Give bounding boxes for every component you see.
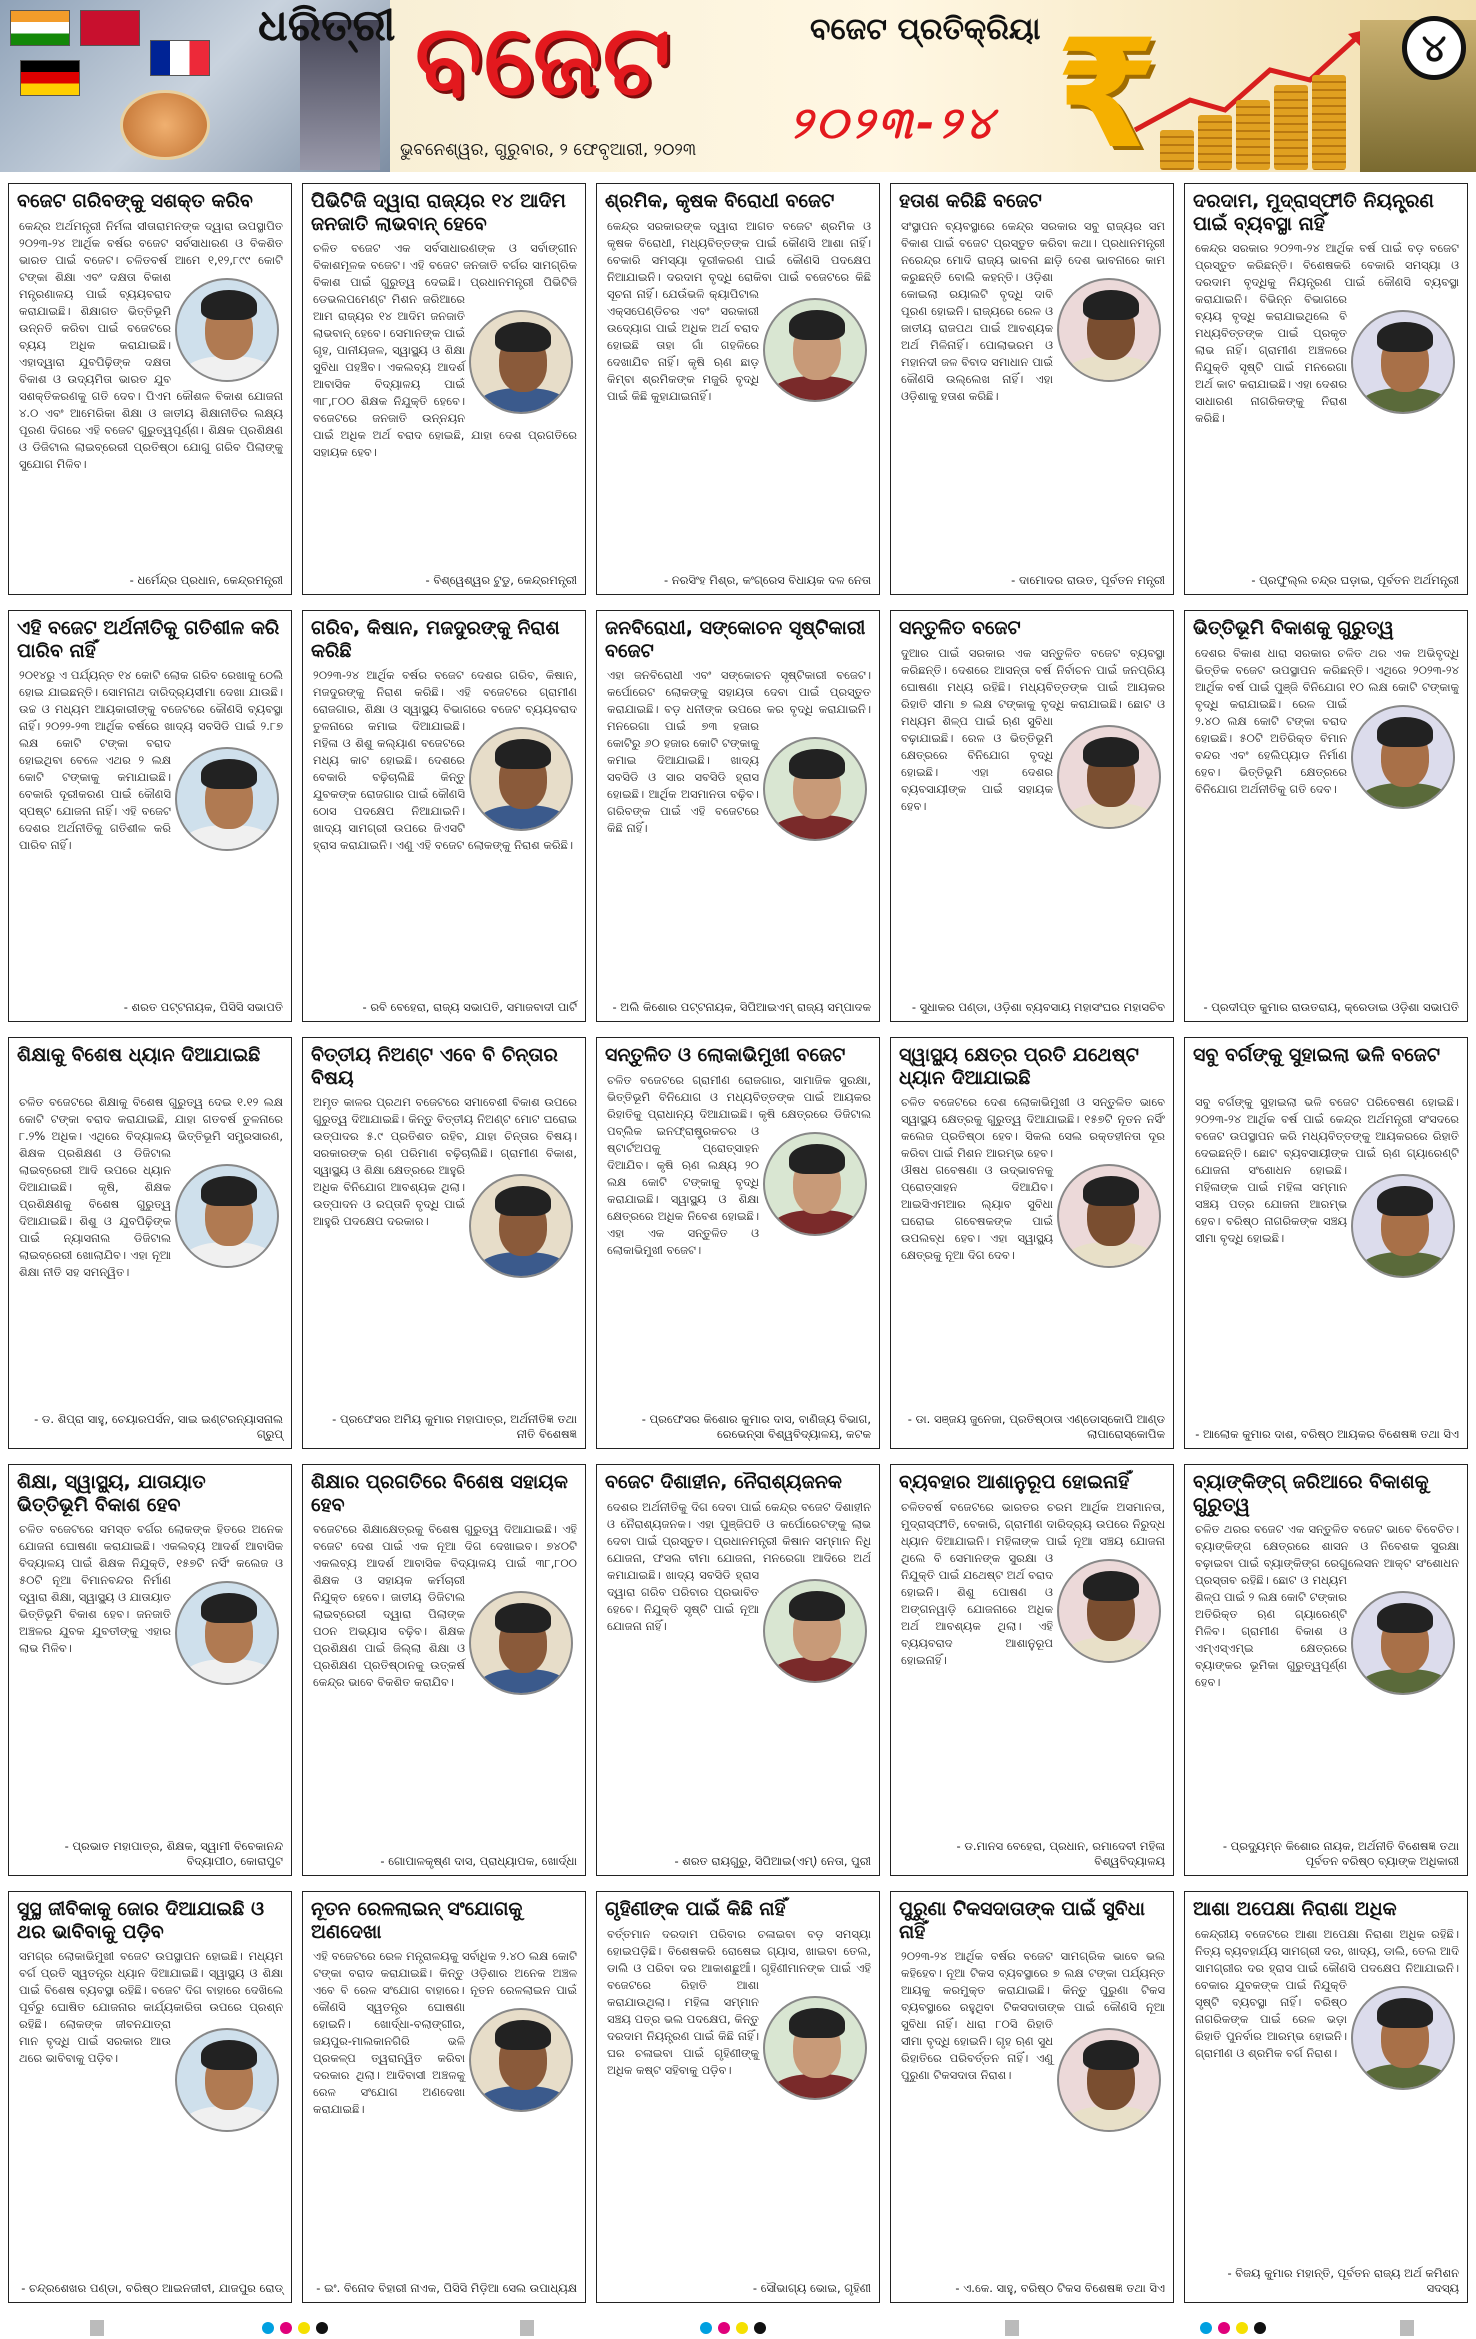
opinion-article [596, 1464, 880, 1876]
newspaper-brand: ଧରିତ୍ରୀ [258, 0, 396, 51]
article-headline: ଗୃହିଣୀଙ୍କ ପାଇଁ କିଛି ନାହିଁ [605, 1898, 786, 1920]
article-byline: - ଶରତ ପଟ୍ଟନାୟକ, ପିସିସି ସଭାପତି [123, 1000, 283, 1014]
author-portrait [175, 2028, 279, 2132]
cyan-dot-icon [1200, 2322, 1212, 2334]
opinion-article [302, 610, 586, 1022]
article-body: ବର୍ତ୍ତମାନ ଦରଦାମ ପରିବାର ଚଳାଇବା ବଡ଼ ସମସ୍ୟା ହୋଇପଡ଼ିଛି। ବିଶେଷକରି ରୋଷେଇ ଗ୍ୟାସ, ଖାଇବା ତେଲ, ଡାଲି ଓ ପରିବା ଦର ଆକାଶଛୁଆଁ। ଗୃହିଣୀମାନଙ୍କ ପାଇଁ ଏହି ବଜେଟରେ ରିହାତି ଆଶା କରାଯାଉଥିଲା। ମହିଳା ସମ୍ମାନ ସଞ୍ଚୟ ପତ୍ର ଭଲ ପଦକ୍ଷେପ, କିନ୍ତୁ ଦରଦାମ ନିୟନ୍ତ୍ରଣ ପାଇଁ କିଛି ନାହିଁ। ଘର ଚଳାଇବା ପାଇଁ ଗୃହିଣୀଙ୍କୁ ଅଧିକ କଷ୍ଟ ସହିବାକୁ ପଡ଼ିବ। [607, 1927, 871, 2077]
article-body: ଦେଶର ଅର୍ଥନୀତିକୁ ଦିଗ ଦେବା ପାଇଁ କେନ୍ଦ୍ର ବଜେଟ ଦିଶାହୀନ ଓ ନୈରାଶ୍ୟଜନକ। ଏହା ପୁଞ୍ଜିପତି ଓ କର୍ପୋରେଟଙ୍କୁ ଲାଭ ଦେବା ପାଇଁ ପ୍ରସ୍ତୁତ। ପ୍ରଧାନମନ୍ତ୍ରୀ କିଷାନ ସମ୍ମାନ ନିଧି ଯୋଜନା, ଫସଲ ବୀମା ଯୋଜନା, ମନରେଗା ଆଦିରେ ଅର୍ଥ କମାଯାଇଛି। ଖାଦ୍ୟ ସବସିଡି ହ୍ରାସ ଦ୍ୱାରା ଗରିବ ପରିବାର ପ୍ରଭାବିତ ହେବେ। ନିଯୁକ୍ତି ସୃଷ୍ଟି ପାଇଁ ନୂଆ ଯୋଜନା ନାହିଁ। [607, 1500, 871, 1633]
opinion-article [890, 610, 1174, 1022]
opinion-article [8, 183, 292, 595]
magenta-dot-icon [280, 2322, 292, 2334]
article-byline: - ଗୋପାଳକୃଷ୍ଣ ଦାସ, ପ୍ରାଧ୍ୟାପକ, ଖୋର୍ଦ୍ଧା [380, 1854, 577, 1868]
article-body: କେନ୍ଦ୍ର ସରକାର ୨୦୨୩-୨୪ ଆର୍ଥିକ ବର୍ଷ ପାଇଁ ବଡ଼ ବଜେଟ ପ୍ରସ୍ତୁତ କରିଛନ୍ତି। ବିଶେଷକରି ବେକାରି ସମସ୍ୟା ଓ ଦରଦାମ ବୃଦ୍ଧିକୁ ନିୟନ୍ତ୍ରଣ ପାଇଁ କୌଣସି ବ୍ୟବସ୍ଥା କରାଯାଇନି। ବିଭିନ୍ନ ବିଭାଗରେ ବ୍ୟୟ ବୃଦ୍ଧି କରାଯାଇଥିଲେ ବି ମଧ୍ୟବିତ୍ତଙ୍କ ପାଇଁ ପ୍ରକୃତ ଲାଭ ନାହିଁ। ଗ୍ରାମୀଣ ଅଞ୍ଚଳରେ ନିଯୁକ୍ତି ସୃଷ୍ଟି ପାଇଁ ମନରେଗା ଅର୍ଥ କାଟ କରାଯାଇଛି। ଏହା ଦେଶର ସାଧାରଣ ନାଗରିକଙ୍କୁ ନିରାଶ କରିଛି। [1195, 241, 1459, 425]
article-byline: - ବିଜୟ କୁମାର ମହାନ୍ତି, ପୂର୍ବତନ ରାଜ୍ୟ ଅର୍ଥ କମିଶନ ସଦସ୍ୟ [1227, 2266, 1459, 2295]
article-headline: ଏହି ବଜେଟ ଅର୍ଥନୀତିକୁ ଗତିଶୀଳ କରି ପାରିବ ନାହିଁ [17, 617, 280, 662]
opinion-article [302, 1891, 586, 2303]
article-byline: - ଡ.ମାନସ ବେହେରା, ପ୍ରଧାନ, ରମାଦେବୀ ମହିଳା ବିଶ୍ୱବିଦ୍ୟାଳୟ [956, 1839, 1165, 1868]
article-byline: - ସୌଭାଗ୍ୟ ଭୋଇ, ଗୃହିଣୀ [752, 2281, 871, 2295]
article-headline: ଭିତ୍ତିଭୂମି ବିକାଶକୁ ଗୁରୁତ୍ୱ [1193, 617, 1394, 639]
author-portrait [469, 310, 573, 414]
article-headline: ସନ୍ତୁଳିତ ବଜେଟ [899, 617, 1021, 639]
author-portrait [175, 1164, 279, 1268]
author-portrait [1351, 1986, 1455, 2090]
black-dot-icon [754, 2322, 766, 2334]
article-headline: ସ୍ୱାସ୍ଥ୍ୟ କ୍ଷେତ୍ର ପ୍ରତି ଯଥେଷ୍ଟ ଧ୍ୟାନ ଦିଆଯାଇଛି [899, 1044, 1139, 1089]
article-byline: - ପ୍ରଭାତ ମହାପାତ୍ର, ଶିକ୍ଷକ, ସ୍ୱାମୀ ବିବେକାନନ୍ଦ ବିଦ୍ୟାପୀଠ, କୋରାପୁଟ [64, 1839, 283, 1868]
article-headline: ବଜେଟ ଗରିବଙ୍କୁ ସଶକ୍ତ କରିବ [17, 190, 253, 212]
article-headline: ସବୁ ବର୍ଗଙ୍କୁ ସୁହାଇଲା ଭଳି ବଜେଟ [1193, 1044, 1441, 1066]
author-portrait [1057, 1164, 1161, 1268]
article-headline: ସୁସ୍ଥ ଜୀବିକାକୁ ଜୋର ଦିଆଯାଇଛି ଓ ଥର ଭାବିବାକୁ ପଡ଼ିବ [17, 1898, 265, 1943]
article-headline: ବ୍ୟାଙ୍କିଙ୍ଗ୍ ଜରିଆରେ ବିକାଶକୁ ଗୁରୁତ୍ୱ [1193, 1471, 1429, 1516]
page-title: ବଜେଟ [415, 4, 673, 118]
author-portrait [763, 298, 867, 402]
article-byline: - ପ୍ରଫୁଲ୍ଲ ଚନ୍ଦ୍ର ଘଡ଼ାଇ, ପୂର୍ବତନ ଅର୍ଥମନ୍ତ୍ରୀ [1251, 573, 1459, 587]
author-portrait [175, 278, 279, 382]
yellow-dot-icon [298, 2322, 310, 2334]
article-headline: ଶିକ୍ଷା, ସ୍ୱାସ୍ଥ୍ୟ, ଯାତାୟାତ ଭିତ୍ତିଭୂମି ବିକାଶ ହେବ [17, 1471, 206, 1516]
article-body: କେନ୍ଦ୍ର ସରକାରଙ୍କ ଦ୍ୱାରା ଆଗତ ବଜେଟ ଶ୍ରମିକ ଓ କୃଷକ ବିରୋଧୀ, ମଧ୍ୟବିତ୍ତଙ୍କ ପାଇଁ କୌଣସି ଆଶା ନାହିଁ। ବେକାରି ସମସ୍ୟା ଦୂରୀକରଣ ପାଇଁ କୌଣସି ପଦକ୍ଷେପ ନିଆଯାଇନି। ଦରଦାମ ବୃଦ୍ଧି ରୋକିବା ପାଇଁ ବଜେଟରେ କିଛି ସୂଚନା ନାହିଁ। ଯେଉଁଭଳି କ୍ୟାପିଟାଲ ଏକ୍ସପେଣ୍ଡିଚର ଏବଂ ସରକାରୀ ଉଦ୍ୟୋଗ ପାଇଁ ଅଧିକ ଅର୍ଥ ବରାଦ ହୋଇଛି ତାହା ଗାଁ ଗହଳିରେ ଦେଖାଯିବ ନାହିଁ। କୃଷି ଋଣ ଛାଡ଼ କିମ୍ବା ଶ୍ରମିକଙ୍କ ମଜୁରି ବୃଦ୍ଧି ପାଇଁ କିଛି କୁହାଯାଇନାହିଁ। [607, 219, 871, 403]
article-headline: ଦରଦାମ, ମୁଦ୍ରାସ୍ଫୀତି ନିୟନ୍ତ୍ରଣ ପାଇଁ ବ୍ୟବସ୍ଥା ନାହିଁ [1193, 190, 1434, 235]
article-headline: ବିତ୍ତୀୟ ନିଅଣ୍ଟ ଏବେ ବି ଚିନ୍ତାର ବିଷୟ [311, 1044, 558, 1089]
magenta-dot-icon [718, 2322, 730, 2334]
author-portrait [469, 1591, 573, 1695]
author-portrait [1351, 705, 1455, 809]
author-portrait [763, 1132, 867, 1236]
article-headline: ହତାଶ କରିଛି ବଜେଟ [899, 190, 1042, 212]
article-body: ସଂସ୍ଥାପନ ବ୍ୟବସ୍ଥାରେ କେନ୍ଦ୍ର ସରକାର ସବୁ ରାଜ୍ୟର ସମ ବିକାଶ ପାଇଁ ବଜେଟ ପ୍ରସ୍ତୁତ କରିବା କଥା। ପ୍ରଧାନମନ୍ତ୍ରୀ ନରେନ୍ଦ୍ର ମୋଦି ରାଜ୍ୟ ଭାବନା ଛାଡ଼ି ଦେଶ ଭାବନାରେ କାମ କରୁଛନ୍ତି ବୋଲି କହନ୍ତି। ଓଡ଼ିଶା କୋଇଲା ରୟାଲଟି ବୃଦ୍ଧି ଦାବି ପୂରଣ ହୋଇନି। ରାଜ୍ୟରେ ରେଳ ଓ ଜାତୀୟ ରାଜପଥ ପାଇଁ ଆବଶ୍ୟକ ଅର୍ଥ ମିଳିନାହିଁ। ପୋଲାଭରମ ଓ ମହାନଦୀ ଜଳ ବିବାଦ ସମାଧାନ ପାଇଁ କୌଣସି ଉଲ୍ଲେଖ ନାହିଁ। ଏହା ଓଡ଼ିଶାକୁ ହତାଶ କରିଛି। [901, 219, 1165, 403]
section-subtitle: ବଜେଟ ପ୍ରତିକ୍ରିୟା [810, 12, 1041, 47]
article-headline: ନୂତନ ରେଳଲାଇନ୍ ସଂଯୋଗକୁ ଅଣଦେଖା [311, 1898, 523, 1943]
article-byline: - ନରସିଂହ ମିଶ୍ର, କଂଗ୍ରେସ ବିଧାୟକ ଦଳ ନେତା [664, 573, 871, 587]
dateline: ଭୁବନେଶ୍ୱର, ଗୁରୁବାର, ୨ ଫେବୃଆରୀ, ୨୦୨୩ [400, 140, 697, 160]
yellow-dot-icon [1236, 2322, 1248, 2334]
article-body: କେନ୍ଦ୍ରୀୟ ବଜେଟରେ ଆଶା ଅପେକ୍ଷା ନିରାଶା ଅଧିକ ରହିଛି। ନିତ୍ୟ ବ୍ୟବହାର୍ଯ୍ୟ ସାମଗ୍ରୀ ଦର, ଖାଦ୍ୟ, ଡାଲି, ତେଲ ଆଦି ସାମଗ୍ରୀର ଦର ହ୍ରାସ ପାଇଁ କୌଣସି ପଦକ୍ଷେପ ନିଆଯାଇନି। ବେକାର ଯୁବକଙ୍କ ପାଇଁ ନିଯୁକ୍ତି ସୃଷ୍ଟି ବ୍ୟବସ୍ଥା ନାହିଁ। ବରିଷ୍ଠ ନାଗରିକଙ୍କ ପାଇଁ ରେଳ ଭଡ଼ା ରିହାତି ପୁନର୍ବାର ଆରମ୍ଭ ହୋଇନି। ଗ୍ରାମୀଣ ଓ ଶ୍ରମିକ ବର୍ଗ ନିରାଶ। [1195, 1927, 1459, 2060]
author-portrait [469, 727, 573, 831]
article-byline: - ଆଲୋକ କୁମାର ଦାଶ, ବରିଷ୍ଠ ଆୟକର ବିଶେଷଜ୍ଞ ତଥା ସିଏ [1195, 1427, 1459, 1441]
article-body: ସବୁ ବର୍ଗଙ୍କୁ ସୁହାଇଲା ଭଳି ବଜେଟ ପରିବେଷଣ ହୋଇଛି। ୨୦୨୩-୨୪ ଆର୍ଥିକ ବର୍ଷ ପାଇଁ କେନ୍ଦ୍ର ଅର୍ଥମନ୍ତ୍ରୀ ସଂସଦରେ ବଜେଟ ଉପସ୍ଥାପନ କରି ମଧ୍ୟବିତ୍ତଙ୍କୁ ଆୟକରରେ ରିହାତି ଦେଇଛନ୍ତି। ଛୋଟ ବ୍ୟବସାୟୀଙ୍କ ପାଇଁ ଋଣ ଗ୍ୟାରେଣ୍ଟି ଯୋଜନା ସଂଶୋଧନ ହୋଇଛି। ମହିଳାଙ୍କ ପାଇଁ ମହିଳା ସମ୍ମାନ ସଞ୍ଚୟ ପତ୍ର ଯୋଜନା ଆରମ୍ଭ ହେବ। ବରିଷ୍ଠ ନାଗରିକଙ୍କ ସଞ୍ଚୟ ସୀମା ବୃଦ୍ଧି ହୋଇଛି। [1195, 1095, 1459, 1245]
registration-bar [1400, 2320, 1414, 2336]
article-byline: - ବିଶ୍ୱେଶ୍ୱର ଟୁଡୁ, କେନ୍ଦ୍ରମନ୍ତ୍ରୀ [425, 573, 577, 587]
author-portrait [1351, 1174, 1455, 1278]
article-body: ଚଳିତ ବଜେଟରେ ସମସ୍ତ ବର୍ଗର ଲୋକଙ୍କ ହିତରେ ଅନେକ ଯୋଜନା ଘୋଷଣା କରାଯାଇଛି। ଏକଲବ୍ୟ ଆଦର୍ଶ ଆବାସିକ ବିଦ୍ୟାଳୟ ପାଇଁ ଶିକ୍ଷକ ନିଯୁକ୍ତି, ୧୫୭ଟି ନର୍ସିଂ କଲେଜ ଓ ୫୦ଟି ନୂଆ ବିମାନବନ୍ଦର ନିର୍ମାଣ ଦ୍ୱାରା ଶିକ୍ଷା, ସ୍ୱାସ୍ଥ୍ୟ ଓ ଯାତାୟାତ ଭିତ୍ତିଭୂମି ବିକାଶ ହେବ। ଜନଜାତି ଅଞ୍ଚଳର ଯୁବକ ଯୁବତୀଙ୍କୁ ଏହାର ଲାଭ ମିଳିବ। [19, 1522, 283, 1655]
article-body: ଅମୃତ କାଳର ପ୍ରଥମ ବଜେଟରେ ସମାବେଶୀ ବିକାଶ ଉପରେ ଗୁରୁତ୍ୱ ଦିଆଯାଇଛି। କିନ୍ତୁ ବିତ୍ତୀୟ ନିଅଣ୍ଟ ମୋଟ ଘରୋଇ ଉତ୍ପାଦର ୫.୯ ପ୍ରତିଶତ ରହିବ, ଯାହା ଚିନ୍ତାର ବିଷୟ। ସରକାରଙ୍କ ଋଣ ପରିମାଣ ବଢ଼ିଚାଲିଛି। ଗ୍ରାମୀଣ ବିକାଶ, ସ୍ୱାସ୍ଥ୍ୟ ଓ ଶିକ୍ଷା କ୍ଷେତ୍ରରେ ଆହୁରି ଅଧିକ ବିନିଯୋଗ ଆବଶ୍ୟକ ଥିଲା। ଉତ୍ପାଦନ ଓ ରପ୍ତାନି ବୃଦ୍ଧି ପାଇଁ ଆହୁରି ପଦକ୍ଷେପ ଦରକାର। [313, 1095, 577, 1228]
article-body: ସମଗ୍ର ଲୋକାଭିମୁଖୀ ବଜେଟ ଉପସ୍ଥାପନ ହୋଇଛି। ମଧ୍ୟମ ବର୍ଗ ପ୍ରତି ସ୍ୱତନ୍ତ୍ର ଧ୍ୟାନ ଦିଆଯାଇଛି। ସ୍ୱାସ୍ଥ୍ୟ ଓ ଶିକ୍ଷା ପାଇଁ ବିଶେଷ ବ୍ୟବସ୍ଥା ରହିଛି। ବଜେଟ ଦିଗ ବାହାରେ ଦେଖିଲେ ପୂର୍ବରୁ ଘୋଷିତ ଯୋଜନାର କାର୍ଯ୍ୟକାରିତା ଉପରେ ପ୍ରଶ୍ନ ରହିଛି। ଲୋକଙ୍କ ଜୀବନଯାତ୍ରା ମାନ ବୃଦ୍ଧି ପାଇଁ ସରକାର ଆଉ ଥରେ ଭାବିବାକୁ ପଡ଼ିବ। [19, 1949, 283, 2065]
author-portrait [763, 737, 867, 841]
rupee-symbol-icon: ₹ [1055, 8, 1160, 172]
article-body: ଚଳିତ ବଜେଟରେ ଶିକ୍ଷାକୁ ବିଶେଷ ଗୁରୁତ୍ୱ ଦେଇ ୧.୧୨ ଲକ୍ଷ କୋଟି ଟଙ୍କା ବରାଦ କରାଯାଇଛି, ଯାହା ଗତବର୍ଷ ତୁଳନାରେ ୮.୨% ଅଧିକ। ଏଥିରେ ବିଦ୍ୟାଳୟ ଭିତ୍ତିଭୂମି ସମ୍ପ୍ରସାରଣ, ଶିକ୍ଷକ ପ୍ରଶିକ୍ଷଣ ଓ ଡିଜିଟାଲ ଲାଇବ୍ରେରୀ ଆଦି ଉପରେ ଧ୍ୟାନ ଦିଆଯାଇଛି। କୃଷି, ଶିକ୍ଷକ ପ୍ରଶିକ୍ଷଣକୁ ବିଶେଷ ଗୁରୁତ୍ୱ ଦିଆଯାଇଛି। ଶିଶୁ ଓ ଯୁବପିଢ଼ିଙ୍କ ପାଇଁ ନ୍ୟାସନାଲ ଡିଜିଟାଲ ଲାଇବ୍ରେରୀ ଖୋଲାଯିବ। ଏହା ନୂଆ ଶିକ୍ଷା ନୀତି ସହ ସମନ୍ୱିତ। [19, 1095, 283, 1279]
article-headline: ବ୍ୟବହାର ଆଶାନୁରୂପ ହୋଇନାହିଁ [899, 1471, 1130, 1493]
print-registration-marks [0, 2316, 1476, 2339]
author-portrait [469, 2008, 573, 2112]
article-headline: ପୁରୁଣା ଟିକସଦାତାଙ୍କ ପାଇଁ ସୁବିଧା ନାହିଁ [899, 1898, 1145, 1943]
rupee-coin-icon [120, 90, 210, 160]
opinion-article [302, 1037, 586, 1449]
article-body: ଏହି ବଜେଟରେ ରେଳ ମନ୍ତ୍ରାଳୟକୁ ସର୍ବାଧିକ ୨.୪୦ ଲକ୍ଷ କୋଟି ଟଙ୍କା ବରାଦ କରାଯାଇଛି। କିନ୍ତୁ ଓଡ଼ିଶାର ଅନେକ ଅଞ୍ଚଳ ଏବେ ବି ରେଳ ସଂଯୋଗ ବାହାରେ। ନୂତନ ରେଳଲାଇନ ପାଇଁ କୌଣସି ସ୍ୱତନ୍ତ୍ର ଘୋଷଣା ହୋଇନି। ଖୋର୍ଦ୍ଧା-ବଲାଙ୍ଗୀର, ଜୟପୁର-ମାଲକାନଗିରି ଭଳି ପ୍ରକଳ୍ପ ତ୍ୱରାନ୍ୱିତ କରିବା ଦରକାର ଥିଲା। ଆଦିବାସୀ ଅଞ୍ଚଳକୁ ରେଳ ସଂଯୋଗ ଅଣଦେଖା କରାଯାଇଛି। [313, 1949, 577, 2116]
article-byline: - ଇଂ. ବିନୋଦ ବିହାରୀ ନାଏକ, ପିସିସି ମିଡ଼ିଆ ସେଲ ଉପାଧ୍ୟକ୍ଷ [316, 2281, 577, 2295]
flag-icon [150, 40, 210, 76]
article-byline: - ପ୍ରଫେସର କିଶୋର କୁମାର ଦାସ, ବାଣିଜ୍ୟ ବିଭାଗ, ରେଭେନ୍ସା ବିଶ୍ୱବିଦ୍ୟାଳୟ, କଟକ [641, 1412, 871, 1441]
opinion-article [8, 610, 292, 1022]
article-headline: ଗରିବ, କିଷାନ, ମଜଦୁରଙ୍କୁ ନିରାଶ କରିଛି [311, 617, 560, 662]
article-byline: - ପ୍ରଦ୍ୟୁମ୍ନ କିଶୋର ନାୟକ, ଅର୍ଥନୀତି ବିଶେଷଜ୍ଞ ତଥା ପୂର୍ବତନ ବରିଷ୍ଠ ବ୍ୟାଙ୍କ ଅଧିକାରୀ [1222, 1839, 1459, 1868]
article-byline: - ସୁଧାକର ପଣ୍ଡା, ଓଡ଼ିଶା ବ୍ୟବସାୟ ମହାସଂଘର ମହାସଚିବ [911, 1000, 1165, 1014]
opinion-article [302, 1464, 586, 1876]
flag-icon [10, 10, 70, 46]
flag-icon [80, 10, 140, 46]
article-headline: ଆଶା ଅପେକ୍ଷା ନିରାଶା ଅଧିକ [1193, 1898, 1397, 1920]
opinion-article [890, 1464, 1174, 1876]
opinion-article [890, 1891, 1174, 2303]
article-body: ଚଳିତ ବଜେଟରେ ଦେଶ ଲୋକାଭିମୁଖୀ ଓ ସନ୍ତୁଳିତ ଭାବେ ସ୍ୱାସ୍ଥ୍ୟ କ୍ଷେତ୍ରକୁ ଗୁରୁତ୍ୱ ଦିଆଯାଇଛି। ୧୫୭ଟି ନୂତନ ନର୍ସିଂ କଲେଜ ପ୍ରତିଷ୍ଠା ହେବ। ସିକଲ ସେଲ ରକ୍ତହୀନତା ଦୂର କରିବା ପାଇଁ ମିଶନ ଆରମ୍ଭ ହେବ। ଔଷଧ ଗବେଷଣା ଓ ଉଦ୍ଭାବନକୁ ପ୍ରୋତ୍ସାହନ ଦିଆଯିବ। ଆଇସିଏମଆର ଲ୍ୟାବ ସୁବିଧା ଘରୋଇ ଗବେଷକଙ୍କ ପାଇଁ ଉପଲବ୍ଧ ହେବ। ଏହା ସ୍ୱାସ୍ଥ୍ୟ କ୍ଷେତ୍ରକୁ ନୂଆ ଦିଗ ଦେବ। [901, 1095, 1165, 1262]
coin-stacks-image [1160, 70, 1360, 170]
opinion-article [890, 1037, 1174, 1449]
article-byline: - ଡା. ସଞ୍ଜୟ ଜୁନେଜା, ପ୍ରତିଷ୍ଠାତା ଏଣ୍ଡୋସ୍କୋପି ଆଣ୍ଡ ଲାପାରୋସ୍କୋପିକ [907, 1412, 1165, 1441]
article-body: ଚଳିତବର୍ଷ ବଜେଟରେ ଭାରତର ଚରମ ଆର୍ଥିକ ଅସମାନତା, ମୁଦ୍ରାସ୍ଫୀତି, ବେକାରି, ଗ୍ରାମୀଣ ଦାରିଦ୍ର୍ୟ ଉପରେ ନିରୁଦ୍ଧ ଧ୍ୟାନ ଦିଆଯାଇନି। ମହିଳାଙ୍କ ପାଇଁ ନୂଆ ସଞ୍ଚୟ ଯୋଜନା ଥିଲେ ବି ସେମାନଙ୍କ ସୁରକ୍ଷା ଓ ନିଯୁକ୍ତି ପାଇଁ ଯଥେଷ୍ଟ ଅର୍ଥ ବରାଦ ହୋଇନି। ଶିଶୁ ପୋଷଣ ଓ ଅଙ୍ଗନୱାଡ଼ି ଯୋଜନାରେ ଅଧିକ ଅର୍ଥ ଆବଶ୍ୟକ ଥିଲା। ଏହି ବ୍ୟୟବରାଦ ଆଶାନୁରୂପ ହୋଇନାହିଁ। [901, 1500, 1165, 1667]
article-headline: ଶିକ୍ଷାର ପ୍ରଗତିରେ ବିଶେଷ ସହାୟକ ହେବ [311, 1471, 568, 1516]
opinion-article [1184, 1464, 1468, 1876]
article-body: ଦୁଆର ପାଇଁ ସରକାର ଏକ ସନ୍ତୁଳିତ ବଜେଟ ବ୍ୟବସ୍ଥା କରିଛନ୍ତି। ଦେଶରେ ଆସନ୍ତା ବର୍ଷ ନିର୍ବାଚନ ପାଇଁ ଜନପ୍ରିୟ ଘୋଷଣା ମଧ୍ୟ ରହିଛି। ମଧ୍ୟବିତ୍ତଙ୍କ ପାଇଁ ଆୟକର ରିହାତି ସୀମା ୭ ଲକ୍ଷ ଟଙ୍କାକୁ ବୃଦ୍ଧି କରାଯାଇଛି। ଛୋଟ ଓ ମଧ୍ୟମ ଶିଳ୍ପ ପାଇଁ ଋଣ ସୁବିଧା ବଢ଼ାଯାଇଛି। ରେଳ ଓ ଭିତ୍ତିଭୂମି କ୍ଷେତ୍ରରେ ବିନିଯୋଗ ବୃଦ୍ଧି ହୋଇଛି। ଏହା ଦେଶର ବ୍ୟବସାୟୀଙ୍କ ପାଇଁ ସହାୟକ ହେବ। [901, 646, 1165, 813]
cyan-dot-icon [700, 2322, 712, 2334]
article-headline: ଜନବିରୋଧୀ, ସଙ୍କୋଚନ ସୃଷ୍ଟିକାରୀ ବଜେଟ [605, 617, 866, 662]
author-portrait [1057, 725, 1161, 829]
article-byline: - ପ୍ରଦୀପ୍ତ କୁମାର ରାଉତରାୟ, କ୍ରେଡାଇ ଓଡ଼ିଶା ସଭାପତି [1203, 1000, 1459, 1014]
opinion-article [8, 1464, 292, 1876]
article-body: ଏହା ଜନବିରୋଧୀ ଏବଂ ସଙ୍କୋଚନ ସୃଷ୍ଟିକାରୀ ବଜେଟ। କର୍ପୋରେଟ ଲୋକଙ୍କୁ ସହାୟତା ଦେବା ପାଇଁ ପ୍ରସ୍ତୁତ କରାଯାଇଛି। ବଡ଼ ଧନୀଙ୍କ ଉପରେ କର ବୃଦ୍ଧି କରାଯାଇନି। ମନରେଗା ପାଇଁ ୭୩ ହଜାର କୋଟିରୁ ୬୦ ହଜାର କୋଟି ଟଙ୍କାକୁ କମାଇ ଦିଆଯାଇଛି। ଖାଦ୍ୟ ସବସିଡି ଓ ସାର ସବସିଡି ହ୍ରାସ ହୋଇଛି। ଆର୍ଥିକ ଅସମାନତା ବଢ଼ିବ। ଗରିବଙ୍କ ପାଇଁ ଏହି ବଜେଟରେ କିଛି ନାହିଁ। [607, 668, 871, 835]
article-headline: ସନ୍ତୁଳିତ ଓ ଲୋକାଭିମୁଖୀ ବଜେଟ [605, 1044, 846, 1066]
article-body: ଚଳିତ ବଜେଟ ଏକ ସର୍ବସାଧାରଣଙ୍କ ଓ ସର୍ବାଙ୍ଗୀନ ବିକାଶମୂଳକ ବଜେଟ। ଏହି ବଜେଟ ଜନଜାତି ବର୍ଗର ସାମଗ୍ରିକ ବିକାଶ ପାଇଁ ଗୁରୁତ୍ୱ ଦେଇଛି। ପ୍ରଧାନମନ୍ତ୍ରୀ ପିଭିଟିଜି ଡେଭଲପମେଣ୍ଟ ମିଶନ ଜରିଆରେ ଆମ ରାଜ୍ୟର ୧୪ ଆଦିମ ଜନଜାତି ଲାଭବାନ୍ ହେବେ। ସେମାନଙ୍କ ପାଇଁ ଗୃହ, ପାନୀୟଜଳ, ସ୍ୱାସ୍ଥ୍ୟ ଓ ଶିକ୍ଷା ସୁବିଧା ପହଞ୍ଚିବ। ଏକଲବ୍ୟ ଆଦର୍ଶ ଆବାସିକ ବିଦ୍ୟାଳୟ ପାଇଁ ୩୮,୮୦୦ ଶିକ୍ଷକ ନିଯୁକ୍ତି ହେବେ। ବଜେଟରେ ଜନଜାତି ଉନ୍ନୟନ ପାଇଁ ଅଧିକ ଅର୍ଥ ବରାଦ ହୋଇଛି, ଯାହା ଦେଶ ପ୍ରଗତିରେ ସହାୟକ ହେବ। [313, 241, 577, 459]
yellow-dot-icon [736, 2322, 748, 2334]
opinion-article [596, 610, 880, 1022]
opinion-article [8, 1891, 292, 2303]
article-body: ଚଳିତ ବଜେଟରେ ଗ୍ରାମୀଣ ରୋଜଗାର, ସାମାଜିକ ସୁରକ୍ଷା, ଭିତ୍ତିଭୂମି ବିନିଯୋଗ ଓ ମଧ୍ୟବିତ୍ତଙ୍କ ପାଇଁ ଆୟକର ରିହାତିକୁ ପ୍ରାଧାନ୍ୟ ଦିଆଯାଇଛି। କୃଷି କ୍ଷେତ୍ରରେ ଡିଜିଟାଲ ପବ୍ଲିକ ଇନଫ୍ରାଷ୍ଟ୍ରକଚର ଓ ଷ୍ଟାର୍ଟଅପକୁ ପ୍ରୋତ୍ସାହନ ଦିଆଯିବ। କୃଷି ଋଣ ଲକ୍ଷ୍ୟ ୨୦ ଲକ୍ଷ କୋଟି ଟଙ୍କାକୁ ବୃଦ୍ଧି କରାଯାଇଛି। ସ୍ୱାସ୍ଥ୍ୟ ଓ ଶିକ୍ଷା କ୍ଷେତ୍ରରେ ଅଧିକ ନିବେଶ ହୋଇଛି। ଏହା ଏକ ସନ୍ତୁଳିତ ଓ ଲୋକାଭିମୁଖୀ ବଜେଟ। [607, 1073, 871, 1257]
article-body: ଦେଶର ବିକାଶ ଧାରା ସରକାର ଚଳିତ ଥର ଏକ ଅଭିବୃଦ୍ଧି ଭିତ୍ତିକ ବଜେଟ ଉପସ୍ଥାପନ କରିଛନ୍ତି। ଏଥିରେ ୨୦୨୩-୨୪ ଆର୍ଥିକ ବର୍ଷ ପାଇଁ ପୁଞ୍ଜି ବିନିଯୋଗ ୧୦ ଲକ୍ଷ କୋଟି ଟଙ୍କାକୁ ବୃଦ୍ଧି କରାଯାଇଛି। ରେଳ ପାଇଁ ୨.୪୦ ଲକ୍ଷ କୋଟି ଟଙ୍କା ବରାଦ ହୋଇଛି। ୫୦ଟି ଅତିରିକ୍ତ ବିମାନ ବନ୍ଦର ଏବଂ ହେଲିପ୍ୟାଡ ନିର୍ମାଣ ହେବ। ଭିତ୍ତିଭୂମି କ୍ଷେତ୍ରରେ ବିନିଯୋଗ ଅର୍ଥନୀତିକୁ ଗତି ଦେବ। [1195, 646, 1459, 796]
flag-icon [20, 60, 80, 96]
opinion-article [1184, 610, 1468, 1022]
registration-bar [520, 2320, 534, 2336]
article-byline: - ଅଲି କିଶୋର ପଟ୍ଟନାୟକ, ସିପିଆଇଏମ୍ ରାଜ୍ୟ ସମ୍ପାଦକ [612, 1000, 871, 1014]
article-body: ୨୦୨୩-୨୪ ଆର୍ଥିକ ବର୍ଷର ବଜେଟ ଦେଶର ଗରିବ, କିଷାନ, ମଜଦୁରଙ୍କୁ ନିରାଶ କରିଛି। ଏହି ବଜେଟରେ ଗ୍ରାମୀଣ ରୋଜଗାର, ଶିକ୍ଷା ଓ ସ୍ୱାସ୍ଥ୍ୟ ବିଭାଗରେ ବଜେଟ ବ୍ୟୟବରାଦ ତୁଳନାରେ କମାଇ ଦିଆଯାଇଛି। ମହିଳା ଓ ଶିଶୁ କଲ୍ୟାଣ ବଜେଟରେ ମଧ୍ୟ କାଟ ହୋଇଛି। ଦେଶରେ ବେକାରି ବଢ଼ିଚାଲିଛି କିନ୍ତୁ ଯୁବକଙ୍କ ରୋଜଗାର ପାଇଁ କୌଣସି ଠୋସ ପଦକ୍ଷେପ ନିଆଯାଇନି। ଖାଦ୍ୟ ସାମଗ୍ରୀ ଉପରେ ଜିଏସଟି ହ୍ରାସ କରାଯାଇନି। ଏଣୁ ଏହି ବଜେଟ ଲୋକଙ୍କୁ ନିରାଶ କରିଛି। [313, 668, 577, 852]
article-byline: - ଚନ୍ଦ୍ରଶେଖର ପଣ୍ଡା, ବରିଷ୍ଠ ଆଇନଜୀବୀ, ଯାଜପୁର ରୋଡ୍ [21, 2281, 283, 2295]
author-portrait [1351, 310, 1455, 414]
article-body: ୨୦୧୪ରୁ ଏ ପର୍ଯ୍ୟନ୍ତ ୧୪ କୋଟି ଲୋକ ଗରିବ ରେଖାକୁ ଠେଲି ହୋଇ ଯାଇଛନ୍ତି। ସୋମନାଥ ଦାରିଦ୍ର୍ୟସୀମା ଦେଖା ଯାଉଛି। ଉଚ୍ଚ ଓ ମଧ୍ୟମ ଆୟକାରୀଙ୍କୁ ବଜେଟରେ କୌଣସି ବ୍ୟବସ୍ଥା ନାହିଁ। ୨୦୨୨-୨୩ ଆର୍ଥିକ ବର୍ଷରେ ଖାଦ୍ୟ ସବସିଡି ପାଇଁ ୨.୮୭ ଲକ୍ଷ କୋଟି ଟଙ୍କା ବରାଦ ହୋଇଥିବା ବେଳେ ଏଥର ୨ ଲକ୍ଷ କୋଟି ଟଙ୍କାକୁ କମାଯାଇଛି। ବେକାରି ଦୂରୀକରଣ ପାଇଁ କୌଣସି ସ୍ପଷ୍ଟ ଯୋଜନା ନାହିଁ। ଏହି ବଜେଟ ଦେଶର ଅର୍ଥନୀତିକୁ ଗତିଶୀଳ କରି ପାରିବ ନାହିଁ। [19, 668, 283, 852]
article-headline: ପିଭିଟିଜି ଦ୍ୱାରା ରାଜ୍ୟର ୧୪ ଆଦିମ ଜନଜାତି ଲାଭବାନ୍ ହେବେ [311, 190, 566, 235]
registration-bar [1005, 2320, 1019, 2336]
opinion-article [596, 183, 880, 595]
article-byline: - ଏ.କେ. ସାହୁ, ବରିଷ୍ଠ ଟିକସ ବିଶେଷଜ୍ଞ ତଥା ସିଏ [955, 2281, 1165, 2295]
opinion-article [1184, 1891, 1468, 2303]
article-byline: - ଦାମୋଦର ରାଉତ, ପୂର୍ବତନ ମନ୍ତ୍ରୀ [1011, 573, 1165, 587]
black-dot-icon [316, 2322, 328, 2334]
article-byline: - ରବି ବେହେରା, ରାଜ୍ୟ ସଭାପତି, ସମାଜବାଦୀ ପାର୍ଟି [362, 1000, 577, 1014]
author-portrait [1057, 278, 1161, 382]
opinion-article [8, 1037, 292, 1449]
article-byline: - ଶରତ ରାୟଗୁରୁ, ସିପିଆଇ(ଏମ୍) ନେତା, ପୁରୀ [674, 1854, 871, 1868]
author-portrait [763, 1579, 867, 1683]
article-byline: - ଧର୍ମେନ୍ଦ୍ର ପ୍ରଧାନ, କେନ୍ଦ୍ରମନ୍ତ୍ରୀ [129, 573, 283, 587]
black-dot-icon [1254, 2322, 1266, 2334]
page-number: ୪ [1402, 16, 1466, 80]
article-body: ବଜେଟରେ ଶିକ୍ଷାକ୍ଷେତ୍ରକୁ ବିଶେଷ ଗୁରୁତ୍ୱ ଦିଆଯାଇଛି। ଏହି ବଜେଟ ଦେଶ ପାଇଁ ଏକ ନୂଆ ଦିଗ ଦେଖାଇବ। ୭୪୦ଟି ଏକଲବ୍ୟ ଆଦର୍ଶ ଆବାସିକ ବିଦ୍ୟାଳୟ ପାଇଁ ୩୮,୮୦୦ ଶିକ୍ଷକ ଓ ସହାୟକ କର୍ମଚାରୀ ନିଯୁକ୍ତ ହେବେ। ଜାତୀୟ ଡିଜିଟାଲ ଲାଇବ୍ରେରୀ ଦ୍ୱାରା ପିଲାଙ୍କ ପଠନ ଅଭ୍ୟାସ ବଢ଼ିବ। ଶିକ୍ଷକ ପ୍ରଶିକ୍ଷଣ ପାଇଁ ଜିଲ୍ଲା ଶିକ୍ଷା ଓ ପ୍ରଶିକ୍ଷଣ ପ୍ରତିଷ୍ଠାନକୁ ଉତ୍କର୍ଷ କେନ୍ଦ୍ର ଭାବେ ବିକଶିତ କରାଯିବ। [313, 1522, 577, 1689]
article-body: ୨୦୨୩-୨୪ ଆର୍ଥିକ ବର୍ଷର ବଜେଟ ସାମଗ୍ରିକ ଭାବେ ଭଲ କହିହେବ। ନୂଆ ଟିକସ ବ୍ୟବସ୍ଥାରେ ୭ ଲକ୍ଷ ଟଙ୍କା ପର୍ଯ୍ୟନ୍ତ ଆୟକୁ କରମୁକ୍ତ କରାଯାଇଛି। କିନ୍ତୁ ପୁରୁଣା ଟିକସ ବ୍ୟବସ୍ଥାରେ ରହୁଥିବା ଟିକସଦାତାଙ୍କ ପାଇଁ କୌଣସି ନୂଆ ସୁବିଧା ନାହିଁ। ଧାରା ୮୦ସି ରିହାତି ସୀମା ବୃଦ୍ଧି ହୋଇନି। ଗୃହ ଋଣ ସୁଧ ରିହାତିରେ ପରିବର୍ତ୍ତନ ନାହିଁ। ଏଣୁ ପୁରୁଣା ଟିକସଦାତା ନିରାଶ। [901, 1949, 1165, 2082]
opinion-article [1184, 1037, 1468, 1449]
fiscal-year: ୨୦୨୩-୨୪ [790, 98, 997, 149]
cyan-dot-icon [262, 2322, 274, 2334]
article-body: ଚଳିତ ଥରର ବଜେଟ ଏକ ସନ୍ତୁଳିତ ବଜେଟ ଭାବେ ବିବେଚିତ। ବ୍ୟାଙ୍କିଙ୍ଗ କ୍ଷେତ୍ରରେ ଶାସନ ଓ ନିବେଶକ ସୁରକ୍ଷା ବଢ଼ାଇବା ପାଇଁ ବ୍ୟାଙ୍କିଙ୍ଗ ରେଗୁଲେସନ ଆକ୍ଟ ସଂଶୋଧନ ପ୍ରସ୍ତାବ ରହିଛି। ଛୋଟ ଓ ମଧ୍ୟମ ଶିଳ୍ପ ପାଇଁ ୨ ଲକ୍ଷ କୋଟି ଟଙ୍କାର ଅତିରିକ୍ତ ଋଣ ଗ୍ୟାରେଣ୍ଟି ମିଳିବ। ଗ୍ରାମୀଣ ବିକାଶ ଓ ଏମ୍ଏସ୍ଏମ୍ଇ କ୍ଷେତ୍ରରେ ବ୍ୟାଙ୍କର ଭୂମିକା ଗୁରୁତ୍ୱପୂର୍ଣ୍ଣ ହେବ। [1195, 1522, 1459, 1689]
masthead [0, 0, 1476, 172]
author-portrait [1057, 2028, 1161, 2132]
opinion-article [596, 1891, 880, 2303]
author-portrait [469, 1174, 573, 1278]
author-portrait [175, 747, 279, 851]
opinion-article [1184, 183, 1468, 595]
author-portrait [1351, 1591, 1455, 1695]
article-headline: ବଜେଟ ଦିଶାହୀନ, ନୈରାଶ୍ୟଜନକ [605, 1471, 842, 1493]
opinion-article [890, 183, 1174, 595]
magenta-dot-icon [1218, 2322, 1230, 2334]
registration-bar [90, 2320, 104, 2336]
opinion-article [596, 1037, 880, 1449]
opinion-article [302, 183, 586, 595]
author-portrait [763, 1996, 867, 2100]
article-body: କେନ୍ଦ୍ର ଅର୍ଥମନ୍ତ୍ରୀ ନିର୍ମଳା ସୀତାରାମନଙ୍କ ଦ୍ୱାରା ଉପସ୍ଥାପିତ ୨୦୨୩-୨୪ ଆର୍ଥିକ ବର୍ଷର ବଜେଟ ସର୍ବସାଧାରଣ ଓ ବିକଶିତ ଭାରତ ପାଇଁ ବଜେଟ। ଚଳିତବର୍ଷ ଆମେ ୧,୧୨,୮୯୯ କୋଟି ଟଙ୍କା ଶିକ୍ଷା ଏବଂ ଦକ୍ଷତା ବିକାଶ ମନ୍ତ୍ରଣାଳୟ ପାଇଁ ବ୍ୟୟବରାଦ କରାଯାଇଛି। ଶିକ୍ଷାଗତ ଭିତ୍ତିଭୂମି ଉନ୍ନତି କରିବା ପାଇଁ ବଜେଟରେ ବ୍ୟୟ ଅଧିକ କରାଯାଇଛି। ଏହାଦ୍ୱାରା ଯୁବପିଢ଼ିଙ୍କ ଦକ୍ଷତା ବିକାଶ ଓ ଉଦ୍ୟମିତା ଭାରତ ଯୁବ ସଶକ୍ତିକରଣକୁ ଗତି ଦେବ। ପିଏମ କୌଶଳ ବିକାଶ ଯୋଜନା ୪.୦ ଏବଂ ଆମେରିକା ଶିକ୍ଷା ଓ ଜାତୀୟ ଶିକ୍ଷାନୀତିର ଲକ୍ଷ୍ୟ ପୂରଣ ଦିଗରେ ଏହି ବଜେଟ ଗୁରୁତ୍ୱପୂର୍ଣ୍ଣ। ଶିକ୍ଷକ ପ୍ରଶିକ୍ଷଣ ଓ ଡିଜିଟାଲ ଲାଇବ୍ରେରୀ ପ୍ରତିଷ୍ଠା ଯୋଗୁ ଗରିବ ପିଲାଙ୍କୁ ସୁଯୋଗ ମିଳିବ। [19, 219, 283, 471]
author-portrait [175, 1581, 279, 1685]
article-headline: ଶ୍ରମିକ, କୃଷକ ବିରୋଧୀ ବଜେଟ [605, 190, 835, 212]
author-portrait [1057, 1559, 1161, 1663]
article-headline: ଶିକ୍ଷାକୁ ବିଶେଷ ଧ୍ୟାନ ଦିଆଯାଇଛି [17, 1044, 261, 1066]
article-byline: - ପ୍ରଫେସର ଅମିୟ କୁମାର ମହାପାତ୍ର, ଅର୍ଥନୀତିଜ୍ଞ ତଥା ନୀତି ବିଶେଷଜ୍ଞ [332, 1412, 577, 1441]
article-byline: - ଡ. ଶିପ୍ରା ସାହୁ, ଚେୟାରପର୍ସନ, ସାଇ ଇଣ୍ଟରନ୍ୟାସନାଲ ଗ୍ରୁପ୍ [34, 1412, 283, 1441]
article-grid [8, 183, 1470, 2303]
